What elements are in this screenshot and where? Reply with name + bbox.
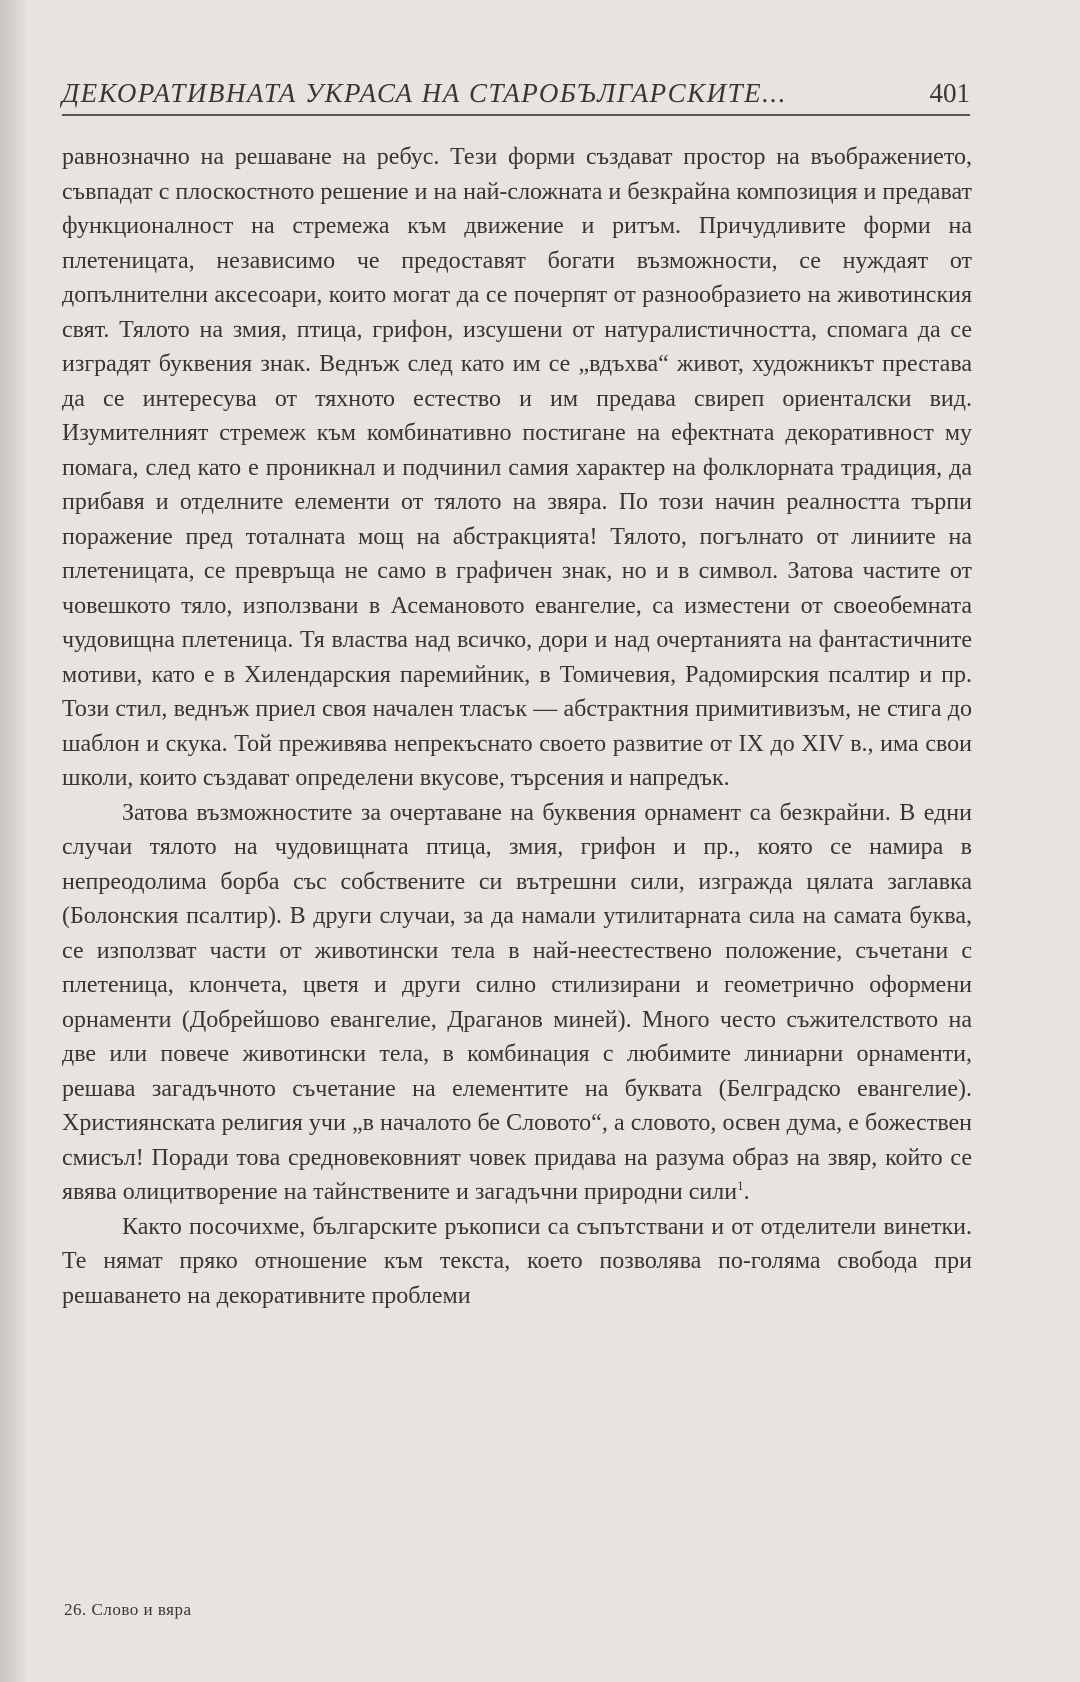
running-title: ДЕКОРАТИВНАТА УКРАСА НА СТАРОБЪЛГАРСКИТЕ...	[62, 78, 787, 108]
paragraph-3: Както посочихме, българските ръкописи са съпътствани и от отделители винетки. Те нямат пряко отношение към текста, което позволява по-голяма свобода при решаването на декоративните проблеми	[62, 1213, 972, 1309]
paragraph-2: Затова възможностите за очертаване на буквения орнамент са безкрайни. В едни случаи тялото на чудовищната птица, змия, грифон и пр., която се намира в непреодолима борба със собствените си вътрешни сили, изгражда цялата заглавка (Болонския псалтир). В други случаи, за да намали утилитарната сила на самата буква, се използват части от животински тела в най-неестествено положение, съчетани с плетеница, клончета, цветя и други силно стилизирани и геометрично оформени орнаменти (Добрейшово евангелие, Драганов миней). Много често съжителството на две или повече животински тела, в комбинация с любимите линиарни орнаменти, решава загадъчното съчетание на елементите на буквата (Белградско евангелие). Християнската религия учи „в началото бе Словото“, а словото, освен дума, е божествен смисъл! Поради това средновековният човек придава на разума образ на звяр, който се явява олицитворение на тайнствените и загадъчни природни сили$^1$.	[62, 799, 972, 1205]
paragraph-1: равнозначно на решаване на ребус. Тези форми създават простор на въображението, съвпадат с плоскостното решение и на най-сложната и безкрайна композиция и предават функционалност на стремежа към движение и ритъм. Причудливите форми на плетеницата, независимо че предоставят богати възможности, се нуждаят от допълнителни аксесоари, които могат да се почерпят от разнообразието на животинския свят. Тялото на змия, птица, грифон, изсушени от натуралистичността, спомага да се изградят буквения знак. Веднъж след като им се „вдъхва“ живот, художникът престава да се интересува от тяхното естество и им предава свиреп ориенталски вид. Изумителният стремеж към комбинативно постигане на ефектната декоративност му помага, след като е проникнал и подчинил самия характер на фолклорната традиция, да прибавя и отделните елементи от тялото на звяра. По този начин реалността търпи поражение пред тоталната мощ на абстракцията! Тялото, погълнато от линиите на плетеницата, се превръща не само в графичен знак, но и в символ. Затова частите от човешкото тяло, използвани в Асемановото евангелие, са изместени от своеобемната чудовищна плетеница. Тя властва над всичко, дори и над очертанията на фантастичните мотиви, като е в Хилендарския паремийник, в Томичевия, Радомирския псалтир и пр. Този стил, веднъж приел своя начален тласък — абстрактния примитивизъм, не стига до шаблон и скука. Той преживява непрекъснато своето развитие от IX до XIV в., има свои школи, които създават определени вкусове, търсения и напредък.	[62, 144, 972, 791]
footnote-marker: 1	[737, 1178, 744, 1193]
running-header	[62, 74, 970, 116]
body-text	[62, 140, 972, 1313]
page-number: 401	[929, 78, 970, 108]
paragraph-2-text: Затова възможностите за очертаване на буквения орнамент са безкрайни. В едни случаи тялото на чудовищната птица, змия, грифон и пр., която се намира в непреодолима борба със собствените си вътрешни сили, изгражда цялата заглавка (Болонския псалтир). В други случаи, за да намали утилитарната сила на самата буква, се използват части от животински тела в най-неестествено положение, съчетани с плетеница, клончета, цветя и други силно стилизирани и геометрично оформени орнаменти (Добрейшово евангелие, Драганов миней). Много често съжителството на две или повече животински тела, в комбинация с любимите линиарни орнаменти, решава загадъчното съчетание на елементите на буквата (Белградско евангелие). Християнската религия учи „в началото бе Словото“, а словото, освен дума, е божествен смисъл! Поради това средновековният човек придава на разума образ на звяр, който се явява олицитворение на тайнствените и загадъчни природни сили	[62, 799, 972, 1205]
signature-mark: 26. Слово и вяра	[64, 1600, 192, 1619]
